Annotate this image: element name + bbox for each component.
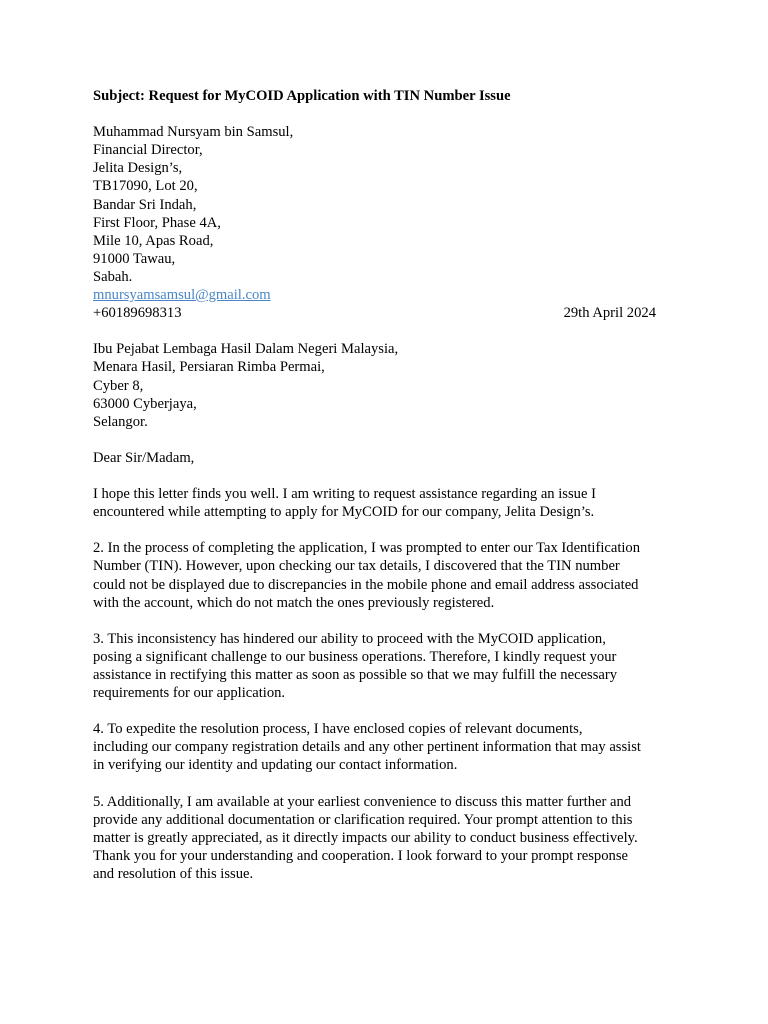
body-paragraph-4 (93, 720, 693, 774)
salutation: Dear Sir/Madam, (93, 449, 195, 466)
sender-line: Bandar Sri Indah, (93, 196, 197, 213)
paragraph-line: with the account, which do not match the ones previously registered. (93, 594, 495, 611)
spacer (93, 612, 693, 630)
body-paragraph-5 (93, 793, 693, 883)
paragraph-line: including our company registration details and any other pertinent information that may assist (93, 739, 641, 756)
phone-date-row (93, 304, 656, 322)
recipient-line: Menara Hasil, Persiaran Rimba Permai, (93, 359, 325, 376)
body-paragraph-2 (93, 539, 693, 611)
recipient-line: Ibu Pejabat Lembaga Hasil Dalam Negeri Malaysia, (93, 341, 399, 358)
paragraph-line: assistance in rectifying this matter as soon as possible so that we may fulfill the necessary (93, 667, 618, 683)
recipient-line: 63000 Cyberjaya, (93, 395, 197, 412)
spacer (93, 105, 693, 123)
paragraph-line: I hope this letter finds you well. I am writing to request assistance regarding an issue I (93, 486, 596, 503)
sender-line: Sabah. (93, 268, 133, 285)
letter-page (93, 87, 693, 883)
recipient-line: Cyber 8, (93, 377, 144, 394)
paragraph-line: 2. In the process of completing the application, I was prompted to enter our Tax Identification (93, 540, 641, 557)
paragraph-line: and resolution of this issue. (93, 866, 254, 883)
paragraph-line: 5. Additionally, I am available at your earliest convenience to discuss this matter further and (93, 793, 632, 810)
paragraph-line: provide any additional documentation or clarification required. Your prompt attention to this (93, 811, 633, 828)
recipient-address (93, 340, 693, 430)
paragraph-line: Thank you for your understanding and cooperation. I look forward to your prompt response (93, 847, 628, 864)
sender-line: Jelita Design’s, (93, 160, 183, 177)
sender-address (93, 123, 693, 322)
paragraph-line: posing a significant challenge to our business operations. Therefore, I kindly request your (93, 648, 617, 665)
paragraph-line: 3. This inconsistency has hindered our ability to proceed with the MyCOID application, (93, 630, 606, 647)
recipient-line: Selangor. (93, 413, 148, 430)
paragraph-line: encountered while attempting to apply for MyCOID for our company, Jelita Design’s. (93, 504, 595, 521)
sender-phone: +60189698313 (93, 305, 182, 322)
paragraph-line: requirements for our application. (93, 685, 286, 702)
paragraph-line: Number (TIN). However, upon checking our tax details, I discovered that the TIN number (93, 558, 620, 575)
letter-subject: Subject: Request for MyCOID Application with TIN Number Issue (93, 88, 511, 104)
paragraph-line: could not be displayed due to discrepancies in the mobile phone and email address associated (93, 576, 639, 593)
sender-line: Financial Director, (93, 142, 203, 159)
spacer (93, 521, 693, 539)
spacer (93, 322, 693, 340)
sender-line: Mile 10, Apas Road, (93, 232, 214, 249)
spacer (93, 775, 693, 793)
body-paragraph-3 (93, 630, 693, 702)
letter-date: 29th April 2024 (563, 305, 656, 322)
spacer (93, 702, 693, 720)
paragraph-line: in verifying our identity and updating our contact information. (93, 757, 458, 774)
sender-line: TB17090, Lot 20, (93, 178, 198, 195)
sender-line: First Floor, Phase 4A, (93, 214, 221, 231)
spacer (93, 431, 693, 449)
paragraph-line: matter is greatly appreciated, as it directly impacts our ability to conduct business effectively. (93, 829, 638, 846)
sender-line: 91000 Tawau, (93, 250, 176, 267)
sender-email-link[interactable]: mnursyamsamsul@gmail.com (93, 287, 271, 304)
spacer (93, 467, 693, 485)
body-paragraph-1 (93, 485, 693, 521)
paragraph-line: 4. To expedite the resolution process, I have enclosed copies of relevant documents, (93, 721, 583, 738)
sender-line: Muhammad Nursyam bin Samsul, (93, 124, 294, 141)
